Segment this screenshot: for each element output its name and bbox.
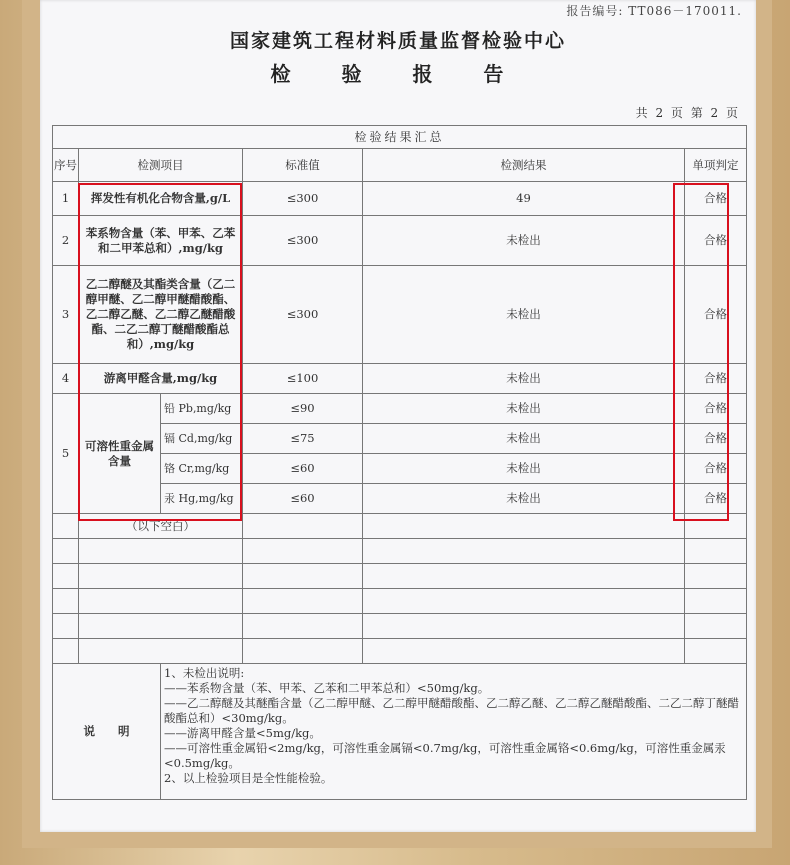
row-standard: ≤60 [243, 454, 363, 484]
note-line: ——可溶性重金属铅<2mg/kg，可溶性重金属镉<0.7mg/kg，可溶性重金属铬<0.6mg/kg，可溶性重金属汞<0.5mg/kg。 [164, 741, 726, 770]
row-item: 苯系物含量（苯、甲苯、乙苯和二甲苯总和）,mg/kg [79, 216, 243, 266]
row-standard: ≤300 [243, 216, 363, 266]
row-standard: ≤300 [243, 182, 363, 216]
note-line: ——游离甲醛含量<5mg/kg。 [164, 726, 321, 740]
sub-item: 镉 Cd,mg/kg [161, 424, 243, 454]
header-standard: 标准值 [243, 149, 363, 182]
blank-row [53, 564, 747, 589]
row-judge: 合格 [685, 454, 747, 484]
header-item: 检测项目 [79, 149, 243, 182]
header-result: 检测结果 [363, 149, 685, 182]
row-no: 1 [53, 182, 79, 216]
row-item: 游离甲醛含量,mg/kg [79, 364, 243, 394]
table-header-row [53, 149, 747, 182]
row-standard: ≤60 [243, 484, 363, 514]
highlight-box-judgement [673, 183, 729, 521]
header-no: 序号 [53, 149, 79, 182]
page-info: 共 2 页 第 2 页 [635, 106, 740, 120]
blank-row [53, 639, 747, 664]
row-judge: 合格 [685, 216, 747, 266]
sub-item: 汞 Hg,mg/kg [161, 484, 243, 514]
row-judge: 合格 [685, 364, 747, 394]
document-title: 检 验 报 告 [270, 62, 526, 86]
row-result: 未检出 [363, 394, 685, 424]
sub-item: 铅 Pb,mg/kg [161, 394, 243, 424]
notes-row [53, 664, 747, 800]
row-no: 2 [53, 216, 79, 266]
note-line: 2、以上检验项目是全性能检验。 [164, 771, 333, 785]
blank-row [53, 614, 747, 639]
row-standard: ≤90 [243, 394, 363, 424]
row-item: 乙二醇醚及其酯类含量（乙二醇甲醚、乙二醇甲醚醋酸酯、乙二醇乙醚、乙二醇乙醚醋酸酯、二乙二醇丁醚醋酸酯总和）,mg/kg [79, 266, 243, 364]
row-no: 3 [53, 266, 79, 364]
row-result: 49 [363, 182, 685, 216]
row-result: 未检出 [363, 364, 685, 394]
row-result: 未检出 [363, 424, 685, 454]
row-judge: 合格 [685, 182, 747, 216]
note-line: ——苯系物含量（苯、甲苯、乙苯和二甲苯总和）<50mg/kg。 [164, 681, 490, 695]
row-judge: 合格 [685, 424, 747, 454]
row-judge: 合格 [685, 394, 747, 424]
row-item: 可溶性重金属含量 [79, 394, 161, 514]
table-caption: 检验结果汇总 [53, 126, 747, 149]
row-result: 未检出 [363, 454, 685, 484]
blank-row [53, 589, 747, 614]
row-judge: 合格 [685, 266, 747, 364]
row-no: 5 [53, 394, 79, 514]
notes-text [161, 664, 747, 800]
row-standard: ≤100 [243, 364, 363, 394]
report-paper [40, 0, 756, 832]
highlight-box-items [78, 183, 242, 521]
row-standard: ≤300 [243, 266, 363, 364]
row-judge: 合格 [685, 484, 747, 514]
table-caption-row [53, 126, 747, 149]
row-no: 4 [53, 364, 79, 394]
sub-item: 铬 Cr,mg/kg [161, 454, 243, 484]
header-judge: 单项判定 [685, 149, 747, 182]
organization-title: 国家建筑工程材料质量监督检验中心 [229, 30, 566, 52]
row-result: 未检出 [363, 266, 685, 364]
blank-row [53, 539, 747, 564]
report-number: 报告编号: TT086－170011. [566, 4, 742, 18]
row-result: 未检出 [363, 216, 685, 266]
blank-note: （以下空白） [79, 514, 243, 539]
note-line: ——乙二醇醚及其醚酯含量（乙二醇甲醚、乙二醇甲醚醋酸酯、乙二醇乙醚、乙二醇乙醚醋酸酯、二乙二醇丁醚醋酸酯总和）<30mg/kg。 [164, 696, 739, 725]
note-line: 1、未检出说明: [164, 666, 245, 680]
row-result: 未检出 [363, 484, 685, 514]
row-item: 挥发性有机化合物含量,g/L [79, 182, 243, 216]
row-standard: ≤75 [243, 424, 363, 454]
notes-label: 说 明 [53, 664, 161, 800]
